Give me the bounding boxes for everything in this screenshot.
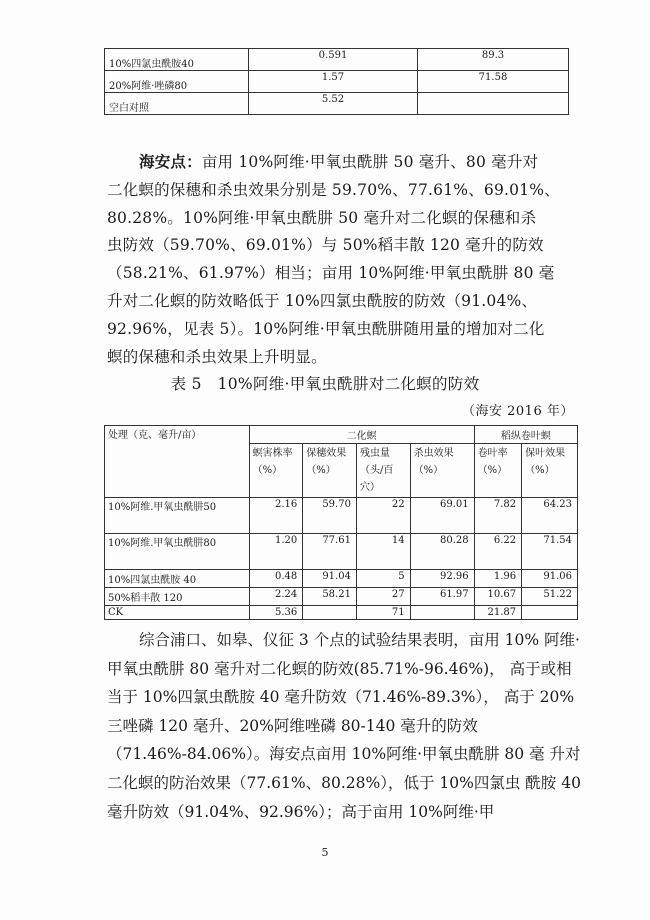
row-label: CK xyxy=(105,606,250,620)
paragraph-line: 酰胺 40 毫升防效（91.04%、92.96%）；高于亩用 10%阿维·甲 xyxy=(107,773,581,821)
paragraph-line: 综合浦口、如皋、仪征 3 个点的试验结果表明，亩用 10% xyxy=(139,631,540,649)
cell-value: 27 xyxy=(356,588,410,606)
paragraph-lead: 海安点： xyxy=(139,152,202,171)
table-caption: 表 5 10%阿维·甲氧虫酰肼对二化螟的防效 xyxy=(170,375,480,393)
header-treatment: 处理（克、毫升/亩） xyxy=(105,426,250,498)
row-label: 10%阿维.甲氧虫酰肼50 xyxy=(105,498,250,534)
cell-value: 22 xyxy=(356,498,410,534)
header-group-leafroller: 稻纵卷叶螟 xyxy=(474,426,577,444)
cell-value xyxy=(522,606,578,620)
cell-value: 5.52 xyxy=(249,93,418,115)
cell-value xyxy=(418,93,569,115)
cell-value: 69.01 xyxy=(410,498,474,534)
cell-value: 21.87 xyxy=(474,606,522,620)
column-header: 卷叶率（%） xyxy=(474,444,522,498)
paragraph-line: 80.28%。10%阿维·甲氧虫酰肼 50 毫升对二化螟的保穗和杀 xyxy=(107,208,537,227)
paragraph-line: 螟的保穗和杀虫效果上升明显。 xyxy=(107,347,327,366)
cell-value: 2.16 xyxy=(249,498,303,534)
table-row xyxy=(105,93,569,115)
table-row xyxy=(105,71,569,93)
row-label: 20%阿维·唑磷80 xyxy=(105,71,249,93)
cell-value: 2.24 xyxy=(249,588,303,606)
cell-value: 6.22 xyxy=(474,534,522,570)
table-row xyxy=(105,534,578,570)
paragraph-line: 阿维·甲氧虫酰肼 80 毫升对二化螟的防效(85.71%-96.46%)， xyxy=(107,631,580,678)
cell-value: 91.06 xyxy=(522,570,578,588)
column-header: 螟害株率（%） xyxy=(249,444,303,498)
page-number: 5 xyxy=(321,846,329,859)
cell-value: 1.20 xyxy=(249,534,303,570)
row-label: 10%四氯虫酰胺40 xyxy=(105,49,249,71)
cell-value: 0.48 xyxy=(249,570,303,588)
row-label: 10%阿维.甲氧虫酰肼80 xyxy=(105,534,250,570)
cell-value: 1.57 xyxy=(249,71,418,93)
paragraph-line: 二化螟的保穗和杀虫效果分别是 59.70%、77.61%、69.01%、 xyxy=(107,180,560,199)
table-row xyxy=(105,498,578,534)
cell-value: 0.591 xyxy=(249,49,418,71)
cell-value: 71.58 xyxy=(418,71,569,93)
cell-value: 5 xyxy=(356,570,410,588)
cell-value: 1.96 xyxy=(474,570,522,588)
results-table xyxy=(104,425,578,620)
continuation-table xyxy=(104,48,569,115)
paragraph-line: （58.21%、61.97%）相当；亩用 10%阿维·甲氧虫酰肼 80 毫 xyxy=(107,264,555,283)
header-group-borer: 二化螟 xyxy=(249,426,474,444)
row-label: 10%四氯虫酰胺 40 xyxy=(105,570,250,588)
cell-value: 10.67 xyxy=(474,588,522,606)
paragraph-line: 高于 20%三唑磷 120 毫升、20%阿维唑磷 80-140 毫升的防效 xyxy=(107,688,575,735)
table-row xyxy=(105,49,569,71)
cell-value: 80.28 xyxy=(410,534,474,570)
cell-value: 5.36 xyxy=(249,606,303,620)
cell-value: 64.23 xyxy=(522,498,578,534)
column-header: 保穗效果（%） xyxy=(303,444,357,498)
table-row xyxy=(105,570,578,588)
cell-value: 58.21 xyxy=(303,588,357,606)
cell-value: 91.04 xyxy=(303,570,357,588)
cell-value: 14 xyxy=(356,534,410,570)
column-header: 残虫量（头/百穴） xyxy=(356,444,410,498)
paragraph-summary xyxy=(107,626,582,826)
column-header: 保叶效果（%） xyxy=(522,444,578,498)
paragraph-line: （71.46%-84.06%）。海安点亩用 10%阿维·甲氧虫酰肼 80 毫 xyxy=(107,745,545,764)
paragraph-haian xyxy=(107,148,577,371)
row-label: 50%稻丰散 120 xyxy=(105,588,250,606)
cell-value: 92.96 xyxy=(410,570,474,588)
cell-value: 77.61 xyxy=(303,534,357,570)
cell-value: 7.82 xyxy=(474,498,522,534)
cell-value: 51.22 xyxy=(522,588,578,606)
paragraph-line: 92.96%，见表 5）。10%阿维·甲氧虫酰肼随用量的增加对二化 xyxy=(107,319,545,338)
cell-value: 71.54 xyxy=(522,534,578,570)
table-subcaption: （海安 2016 年） xyxy=(462,404,574,419)
cell-value: 61.97 xyxy=(410,588,474,606)
paragraph-line: 亩用 10%阿维·甲氧虫酰肼 50 毫升、80 毫升对 xyxy=(201,153,539,171)
row-label: 空白对照 xyxy=(105,93,249,115)
cell-value: 89.3 xyxy=(418,49,569,71)
paragraph-line: 虫防效（59.70%、69.01%）与 50%稻丰散 120 毫升的防效 xyxy=(107,236,544,255)
paragraph-line: 升对二化螟的防治效果（77.61%、80.28%），低于 10%四氯虫 xyxy=(107,745,581,792)
table-row xyxy=(105,606,578,620)
paragraph-line: 高于或相当于 10%四氯虫酰胺 40 毫升防效（71.46%-89.3%）， xyxy=(107,659,572,707)
paragraph-line: 升对二化螟的防效略低于 10%四氯虫酰胺的防效（91.04%、 xyxy=(107,291,538,310)
table-header-row xyxy=(105,426,578,444)
cell-value: 59.70 xyxy=(303,498,357,534)
cell-value: 71 xyxy=(356,606,410,620)
cell-value xyxy=(303,606,357,620)
column-header: 杀虫效果（%） xyxy=(410,444,474,498)
table-row xyxy=(105,588,578,606)
cell-value xyxy=(410,606,474,620)
